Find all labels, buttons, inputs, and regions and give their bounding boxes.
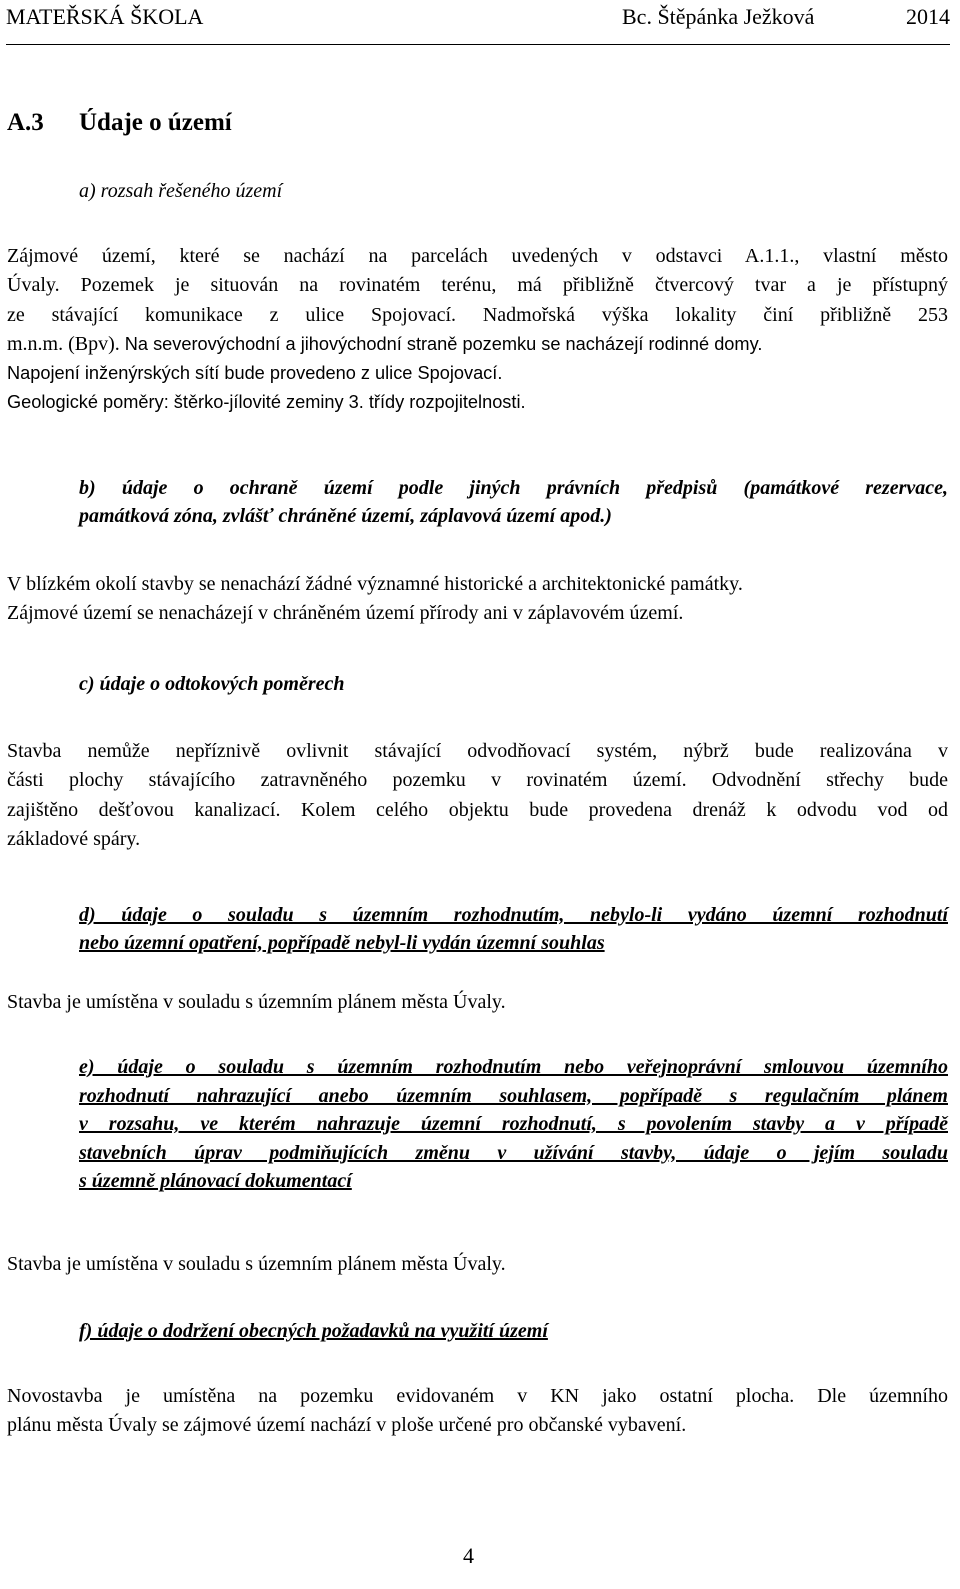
section-a-heading: a) rozsah řešeného území — [79, 180, 283, 202]
text-line: části plochy stávajícího zatravněného pozemku v rovinatém území. Odvodnění střechy bude — [7, 769, 948, 792]
text-line: ze stávající komunikace z ulice Spojovací. Nadmořská výška lokality činí přibližně 253 — [7, 303, 948, 326]
text-line: základové spáry. — [7, 827, 141, 850]
text-line: Stavba je umístěna v souladu s územním plánem města Úvaly. — [7, 991, 506, 1013]
page-number: 4 — [463, 1543, 474, 1568]
text-line: m.n.m. (Bpv). Na severovýchodní a jihovýchodní straně pozemku se nacházejí rodinné domy. — [7, 332, 763, 355]
chapter-number: A.3 — [7, 109, 44, 136]
section-f-heading: f) údaje o dodržení obecných požadavků na využití území — [79, 1320, 548, 1342]
section-c-heading: c) údaje o odtokových poměrech — [79, 673, 345, 695]
text-line: Stavba nemůže nepříznivě ovlivnit stávající odvodňovací systém, nýbrž bude realizována v — [7, 740, 948, 762]
text-line: Zájmové území se nenacházejí v chráněném území přírody ani v záplavovém území. — [7, 602, 684, 625]
text-line: V blízkém okolí stavby se nenachází žádné významné historické a architektonické památky. — [7, 573, 743, 595]
text-line: Úvaly. Pozemek je situován na rovinatém terénu, má přibližně čtvercový tvar a je přístupný — [7, 274, 948, 297]
page-header — [6, 2, 950, 32]
header-year: 2014 — [906, 4, 950, 29]
text-line: Stavba je umístěna v souladu s územním plánem města Úvaly. — [7, 1253, 506, 1275]
section-f-text — [7, 1382, 948, 1441]
text-line: Novostavba je umístěna na pozemku evidovaném v KN jako ostatní plocha. Dle územního — [7, 1385, 948, 1407]
section-b-text — [7, 570, 948, 629]
text-line: Zájmové území, které se nachází na parcelách uvedených v odstavci A.1.1., vlastní město — [7, 245, 948, 267]
chapter-heading — [7, 105, 232, 141]
header-author: Bc. Štěpánka Ježková — [622, 4, 815, 29]
section-b-heading: b) údaje o ochraně území podle jiných právních předpisů (památkové rezervace, památková zóna, zvlášť chráněné území, záplavová území apod.) — [79, 477, 948, 527]
chapter-title: Údaje o území — [79, 109, 232, 136]
section-e-heading: e) údaje o souladu s územním rozhodnutím nebo veřejnoprávní smlouvou územního rozhodnutí nahrazující anebo územním souhlasem, popřípadě s regulačním plánem v rozsahu, ve kterém nahrazuje územní rozhodnutí, s povolením stavby a v případě stavebních úprav podmiňujících změnu v užívání stavby, údaje o jejím souladu s územně plánovací dokumentací — [79, 1056, 948, 1193]
section-c-text — [7, 737, 948, 854]
header-school: MATEŘSKÁ ŠKOLA — [6, 4, 204, 29]
section-d-text — [7, 988, 948, 1017]
text-line: Geologické poměry: štěrko-jílovité zeminy 3. třídy rozpojitelnosti. — [7, 392, 526, 413]
section-a-text — [7, 242, 948, 418]
section-e-text — [7, 1250, 948, 1279]
header-divider — [6, 44, 950, 45]
section-d-heading: d) údaje o souladu s územním rozhodnutím, nebylo-li vydáno územní rozhodnutí nebo územní opatření, popřípadě nebyl-li vydán územní souhlas — [79, 904, 948, 954]
text-line: Napojení inženýrských sítí bude provedeno z ulice Spojovací. — [7, 363, 503, 384]
text-line: plánu města Úvaly se zájmové území nachází v ploše určené pro občanské vybavení. — [7, 1414, 687, 1437]
text-line: zajištěno dešťovou kanalizací. Kolem celého objektu bude provedena drenáž k odvodu vod od — [7, 798, 948, 821]
